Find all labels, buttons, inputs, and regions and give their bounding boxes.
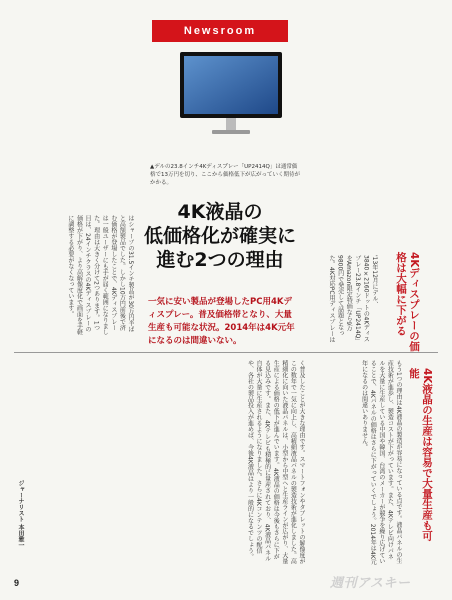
headline-line-2: 低価格化が確実に [143, 225, 296, 247]
newsroom-header: Newsroom [152, 20, 288, 42]
lead-text: 一気に安い製品が登場したPC用4Kディスプレー。普及価格帯となり、大量生産も可能な状況。2014年は4K元年になるのは間違いない。 [148, 297, 295, 346]
section1-heading: 4Kディスプレーの価格は大幅に下がる [395, 252, 420, 352]
column-divider [14, 352, 438, 353]
main-headline [120, 200, 320, 272]
headline-line-3: 進む2つの理由 [156, 249, 284, 271]
monitor-photo [176, 50, 286, 140]
author-credit: ジャーナリスト 本田雅一 [17, 480, 24, 549]
article-text-mid: く普及したことが大きな理由です。スマートフォンやタブレットの解像度がこの数年で一気に向上し、高精細液晶パネルの製造技術が進化しました。高精細化に向いた液晶パネルは、小型から中型へと生産ラインが広がり、大量生産による価格の低下が進んでいます。4K液晶の価格は今後もさらに下がる見込みです。また、4Kテレビも積極的に量産されており、4K液晶パネル自体が大量に生産されるようになりました。さらに4Kコンテンツの配信や、各社の製品投入が進めば、今後4K液晶はより一般的になるでしょう。 [246, 360, 305, 564]
article-text-left-top: はシャープの31.5インチ製品が30万円半ばと高額製品でした。しかし10万円前後で済む価格が登場したことで、4Kディスプレーは一般ユーザーにも手が届く範囲になりました。理由は大きく分けて2つあります。1つ目は、24インチクラスの4Kディスプレーの価格が下がり、より高解像度化で画面を手軽に調整する必要がなくなっています。 [66, 215, 134, 335]
brand-watermark: 週刊アスキー [330, 575, 411, 590]
photo-caption: ▲デルの23.8インチ4Kディスプレー「UP2414Q」は通常価格で13万円を切り、ここから価格低下が広がっていく期待がかかる。 [150, 164, 301, 186]
section1-text-top: '13年12月にデル、3840×2160ドットの4Kディスプレー23.8インチ「UP2414Q」をAmazon限定特価なら9万9800円で発売して話題となった。4K対応PC用ディスプレーは [328, 255, 378, 345]
headline-line-1: 4K液晶の [177, 201, 263, 223]
section2-heading: 4K液晶の生産は容易で大量生産も可能 [408, 368, 433, 541]
section2-text: もう1つの理由は4K液晶の製造が容易になっている点です。液晶パネルの生産技術が進歩し、製造コストが下がっています。また、4Kテレビ向けパネルを大量に生産している中国や韓国、台湾のメーカーが競争を繰り広げていることで、4Kパネルの価格はさらに下がっていくでしょう。2014年は4K元年になるのは間違いありません。 [360, 360, 402, 565]
page-number: 9 [14, 578, 20, 588]
